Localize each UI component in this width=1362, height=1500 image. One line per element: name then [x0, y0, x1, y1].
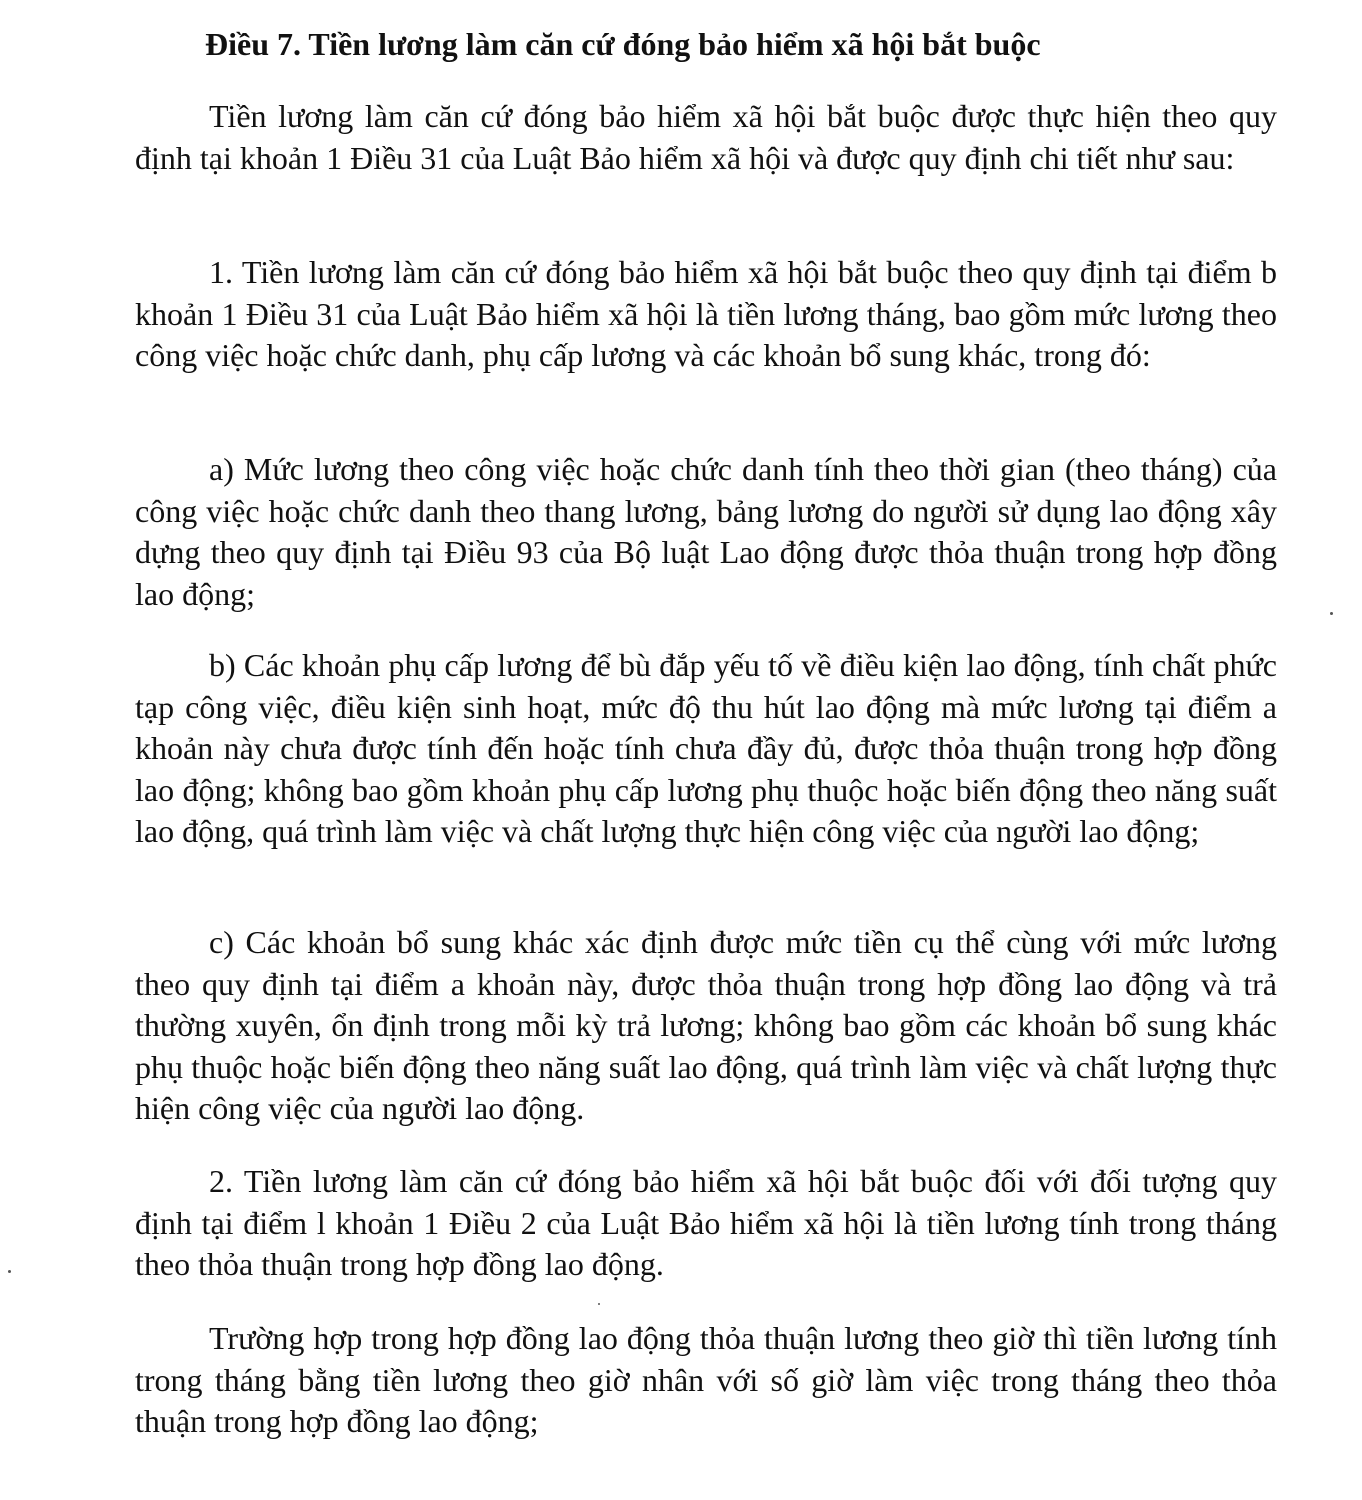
scan-speck [1330, 612, 1333, 615]
intro-paragraph: Tiền lương làm căn cứ đóng bảo hiểm xã hội bắt buộc được thực hiện theo quy định tại khoản 1 Điều 31 của Luật Bảo hiểm xã hội và được quy định chi tiết như sau: [135, 98, 1277, 176]
clause-2-paragraph: 2. Tiền lương làm căn cứ đóng bảo hiểm xã hội bắt buộc đối với đối tượng quy định tại điểm l khoản 1 Điều 2 của Luật Bảo hiểm xã hội là tiền lương tính trong tháng theo thỏa thuận trong hợp đồng lao động. [135, 1163, 1277, 1282]
clause-1-paragraph: 1. Tiền lương làm căn cứ đóng bảo hiểm xã hội bắt buộc theo quy định tại điểm b khoản 1 Điều 31 của Luật Bảo hiểm xã hội là tiền lương tháng, bao gồm mức lương theo công việc hoặc chức danh, phụ cấp lương và các khoản bổ sung khác, trong đó: [135, 254, 1277, 373]
point-b-paragraph: b) Các khoản phụ cấp lương để bù đắp yếu tố về điều kiện lao động, tính chất phức tạp công việc, điều kiện sinh hoạt, mức độ thu hút lao động mà mức lương tại điểm a khoản này chưa được tính đến hoặc tính chưa đầy đủ, được thỏa thuận trong hợp đồng lao động; không bao gồm khoản phụ cấp lương phụ thuộc hoặc biến động theo năng suất lao động, quá trình làm việc và chất lượng thực hiện công việc của người lao động; [135, 647, 1277, 849]
scan-speck [598, 1303, 600, 1305]
hourly-wage-paragraph: Trường hợp trong hợp đồng lao động thỏa thuận lương theo giờ thì tiền lương tính trong tháng bằng tiền lương theo giờ nhân với số giờ làm việc trong tháng theo thỏa thuận trong hợp đồng lao động; [135, 1320, 1277, 1439]
point-c-paragraph: c) Các khoản bổ sung khác xác định được mức tiền cụ thể cùng với mức lương theo quy định tại điểm a khoản này, được thỏa thuận trong hợp đồng lao động và trả thường xuyên, ổn định trong mỗi kỳ trả lương; không bao gồm các khoản bổ sung khác phụ thuộc hoặc biến động theo năng suất lao động, quá trình làm việc và chất lượng thực hiện công việc của người lao động. [135, 924, 1277, 1126]
point-a-paragraph: a) Mức lương theo công việc hoặc chức danh tính theo thời gian (theo tháng) của công việc hoặc chức danh theo thang lương, bảng lương do người sử dụng lao động xây dựng theo quy định tại Điều 93 của Bộ luật Lao động được thỏa thuận trong hợp đồng lao động; [135, 451, 1277, 612]
scan-speck [8, 1270, 11, 1273]
article-heading: Điều 7. Tiền lương làm căn cứ đóng bảo hiểm xã hội bắt buộc [205, 26, 1041, 62]
